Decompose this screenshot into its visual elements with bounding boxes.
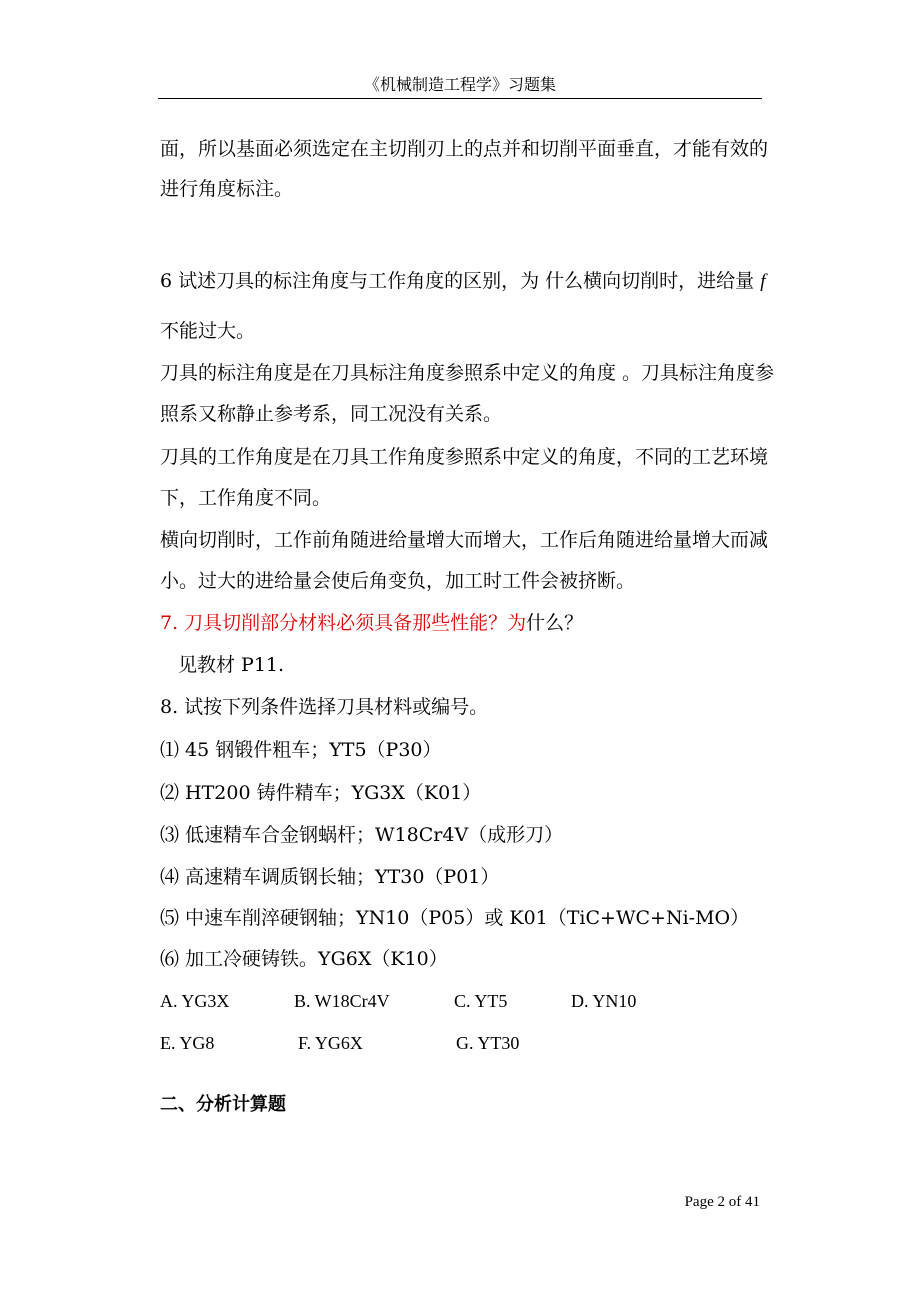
question-6-text: 6 试述刀具的标注角度与工作角度的区别，为 什么横向切削时，进给量 (160, 270, 755, 292)
paragraph-line: 面，所以基面必须选定在主切削刃上的点并和切削平面垂直，才能有效的 (160, 138, 769, 160)
list-item: ⑶ 低速精车合金钢蜗杆；W18Cr4V（成形刀） (160, 824, 564, 846)
option-b: B. W18Cr4V (294, 991, 390, 1011)
option-g: G. YT30 (456, 1033, 520, 1053)
list-item: ⑵ HT200 铸件精车；YG3X（K01） (160, 782, 482, 804)
question-7 (160, 610, 583, 636)
option-f: F. YG6X (298, 1033, 363, 1053)
list-item: ⑴ 45 钢锻件粗车；YT5（P30） (160, 739, 442, 761)
answer-6-line: 小。过大的进给量会使后角变负，加工时工件会被挤断。 (160, 570, 636, 592)
question-6-line2: 不能过大。 (160, 320, 256, 342)
option-d: D. YN10 (571, 991, 637, 1011)
page-number: Page 2 of 41 (684, 1194, 760, 1210)
answer-6-line: 横向切削时，工作前角随进给量增大而增大，工作后角随进给量增大而减 (160, 529, 769, 551)
list-item: ⑹ 加工冷硬铸铁。YG6X（K10） (160, 948, 448, 970)
answer-6-line: 刀具的标注角度是在刀具标注角度参照系中定义的角度 。刀具标注角度参 (160, 362, 775, 384)
answer-6-line: 刀具的工作角度是在刀具工作角度参照系中定义的角度，不同的工艺环境 (160, 446, 769, 468)
answer-7: 见教材 P11. (178, 654, 285, 676)
question-8: 8. 试按下列条件选择刀具材料或编号。 (160, 696, 489, 718)
header-rule (158, 98, 762, 99)
answer-6-line: 下，工作角度不同。 (160, 487, 332, 509)
answer-6-line: 照系又称静止参考系，同工况没有关系。 (160, 403, 503, 425)
option-e: E. YG8 (160, 1033, 215, 1053)
page-header-title: 《机械制造工程学》习题集 (363, 75, 556, 94)
feed-variable: f (760, 271, 766, 292)
option-a: A. YG3X (160, 991, 230, 1011)
section-heading: 二、分析计算题 (160, 1094, 286, 1115)
question-6 (160, 268, 766, 295)
list-item: ⑷ 高速精车调质钢长轴；YT30（P01） (160, 866, 500, 888)
option-c: C. YT5 (454, 991, 508, 1011)
list-item: ⑸ 中速车削淬硬钢轴；YN10（P05）或 K01（TiC+WC+Ni-MO） (160, 907, 750, 929)
question-7-black-text: 什么？ (526, 612, 584, 634)
paragraph-line: 进行角度标注。 (160, 178, 294, 200)
question-7-red-text: 7. 刀具切削部分材料必须具备那些性能？为 (160, 612, 527, 634)
